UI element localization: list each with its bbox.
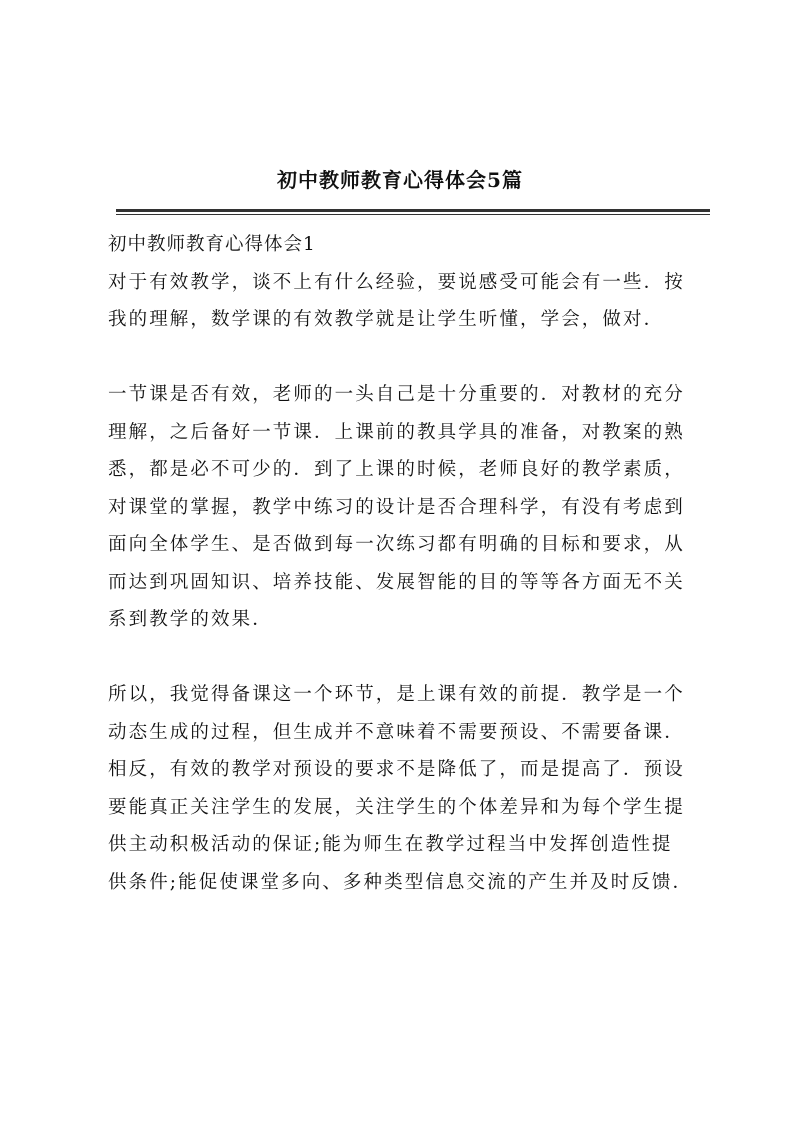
paragraph-line: 系到教学的效果． [108,609,273,630]
paragraph-gap [108,639,710,677]
document-title: 初中教师教育心得体会5篇 [277,168,523,192]
paragraph-line: 而达到巩固知识、培养技能、发展智能的目的等等各方面无不关 [108,571,685,593]
paragraph-2 [108,376,710,639]
paragraph-3 [108,676,710,901]
paragraph-line: 一节课是否有效，老师的一头自己是十分重要的．对教材的充分 [108,384,685,405]
paragraph-line: 对课堂的掌握，教学中练习的设计是否合理科学，有没有考虑到 [108,496,685,518]
title-divider [116,209,710,212]
document-body [108,226,710,901]
paragraph-line: 悉，都是必不可少的．到了上课的时候，老师良好的教学素质， [108,459,685,480]
paragraph-line: 要能真正关注学生的发展，关注学生的个体差异和为每个学生提 [108,796,685,818]
paragraph-line: 我的理解，数学课的有效教学就是让学生听懂，学会，做对． [108,309,665,330]
paragraph-gap [108,339,710,377]
paragraph-1 [108,264,710,339]
paragraph-line: 供条件;能促使课堂多向、多种类型信息交流的产生并及时反馈． [108,871,694,893]
paragraph-line: 对于有效教学，谈不上有什么经验，要说感受可能会有一些．按 [108,271,685,293]
paragraph-line: 供主动积极活动的保证;能为师生在教学过程当中发挥创造性提 [108,834,673,855]
paragraph-line: 所以，我觉得备课这一个环节，是上课有效的前提．教学是一个 [108,684,685,705]
paragraph-line: 相反，有效的教学对预设的要求不是降低了，而是提高了．预设 [108,759,685,780]
paragraph-line: 理解，之后备好一节课．上课前的教具学具的准备，对教案的熟 [108,421,685,443]
paragraph-line: 面向全体学生、是否做到每一次练习都有明确的目标和要求，从 [108,534,685,555]
section-heading: 初中教师教育心得体会1 [108,234,316,255]
paragraph-line: 动态生成的过程，但生成并不意味着不需要预设、不需要备课． [108,721,685,743]
